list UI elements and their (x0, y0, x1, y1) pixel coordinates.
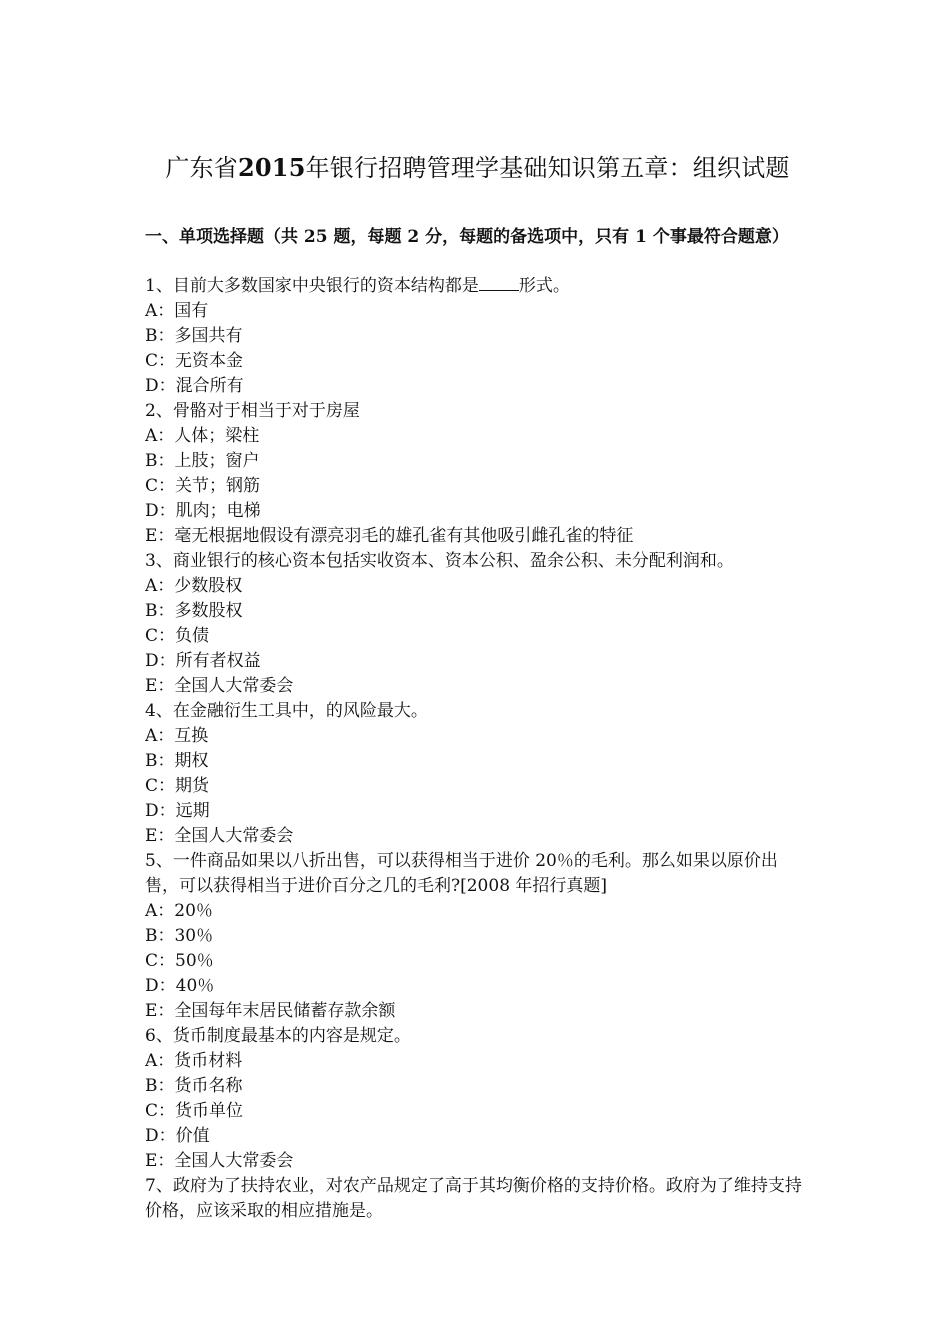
question-3-option-e: E：全国人大常委会 (145, 676, 294, 696)
title-suffix: 年银行招聘管理学基础知识第五章：组织试题 (305, 154, 790, 182)
question-7-stem: 7、政府为了扶持农业，对农产品规定了高于其均衡价格的支持价格。政府为了维持支持价格，应该采取的相应措施是。 (145, 1176, 802, 1221)
question-6-option-d: D：价值 (145, 1126, 210, 1146)
title-year: 2015 (238, 153, 306, 182)
question-2-option-a: A：人体；梁柱 (145, 426, 260, 446)
question-2-option-b: B：上肢；窗户 (145, 451, 260, 471)
question-1-stem: 1、目前大多数国家中央银行的资本结构都是 形式。 (145, 276, 570, 296)
title-prefix: 广东省 (165, 154, 238, 182)
question-6-option-a: A：货币材料 (145, 1051, 243, 1071)
question-4-option-a: A：互换 (145, 726, 209, 746)
question-4-stem: 4、在金融衍生工具中，的风险最大。 (145, 701, 428, 721)
question-2-option-e: E：毫无根据地假设有漂亮羽毛的雄孔雀有其他吸引雌孔雀的特征 (145, 526, 634, 546)
question-5-stem: 5、一件商品如果以八折出售，可以获得相当于进价 20％的毛利。那么如果以原价出售，可以获得相当于进价百分之几的毛利?[2008 年招行真题] (145, 851, 778, 896)
document-page (145, 0, 810, 1344)
question-2-stem: 2、骨骼对于相当于对于房屋 (145, 401, 360, 421)
question-6-option-e: E：全国人大常委会 (145, 1151, 294, 1171)
question-1-option-a: A：国有 (145, 301, 209, 321)
question-6-stem: 6、货币制度最基本的内容是规定。 (145, 1026, 411, 1046)
question-3-option-d: D：所有者权益 (145, 651, 261, 671)
question-1-option-b: B：多国共有 (145, 326, 243, 346)
question-5-option-c: C：50％ (145, 951, 214, 971)
question-6-option-b: B：货币名称 (145, 1076, 243, 1096)
question-3-option-c: C：负债 (145, 626, 210, 646)
question-3-option-b: B：多数股权 (145, 601, 243, 621)
section-heading: 一、单项选择题（共 25 题，每题 2 分，每题的备选项中，只有 1 个事最符合题意） (145, 227, 789, 247)
question-4-option-b: B：期权 (145, 751, 209, 771)
question-4-option-d: D：远期 (145, 801, 210, 821)
document-title (145, 150, 810, 186)
answer-blank (479, 274, 519, 291)
question-4-option-c: C：期货 (145, 776, 210, 796)
question-2-option-d: D：肌肉；电梯 (145, 501, 261, 521)
question-5-option-d: D：40％ (145, 976, 215, 996)
question-3-stem: 3、商业银行的核心资本包括实收资本、资本公积、盈余公积、未分配利润和。 (145, 551, 734, 571)
question-5-option-e: E：全国每年末居民储蓄存款余额 (145, 1001, 396, 1021)
question-5-option-a: A：20％ (145, 901, 213, 921)
question-1-option-c: C：无资本金 (145, 351, 244, 371)
question-5-option-b: B：30％ (145, 926, 214, 946)
question-2-option-c: C：关节；钢筋 (145, 476, 261, 496)
question-1-option-d: D：混合所有 (145, 376, 244, 396)
question-3-option-a: A：少数股权 (145, 576, 243, 596)
question-list (145, 274, 810, 1224)
question-4-option-e: E：全国人大常委会 (145, 826, 294, 846)
question-6-option-c: C：货币单位 (145, 1101, 244, 1121)
